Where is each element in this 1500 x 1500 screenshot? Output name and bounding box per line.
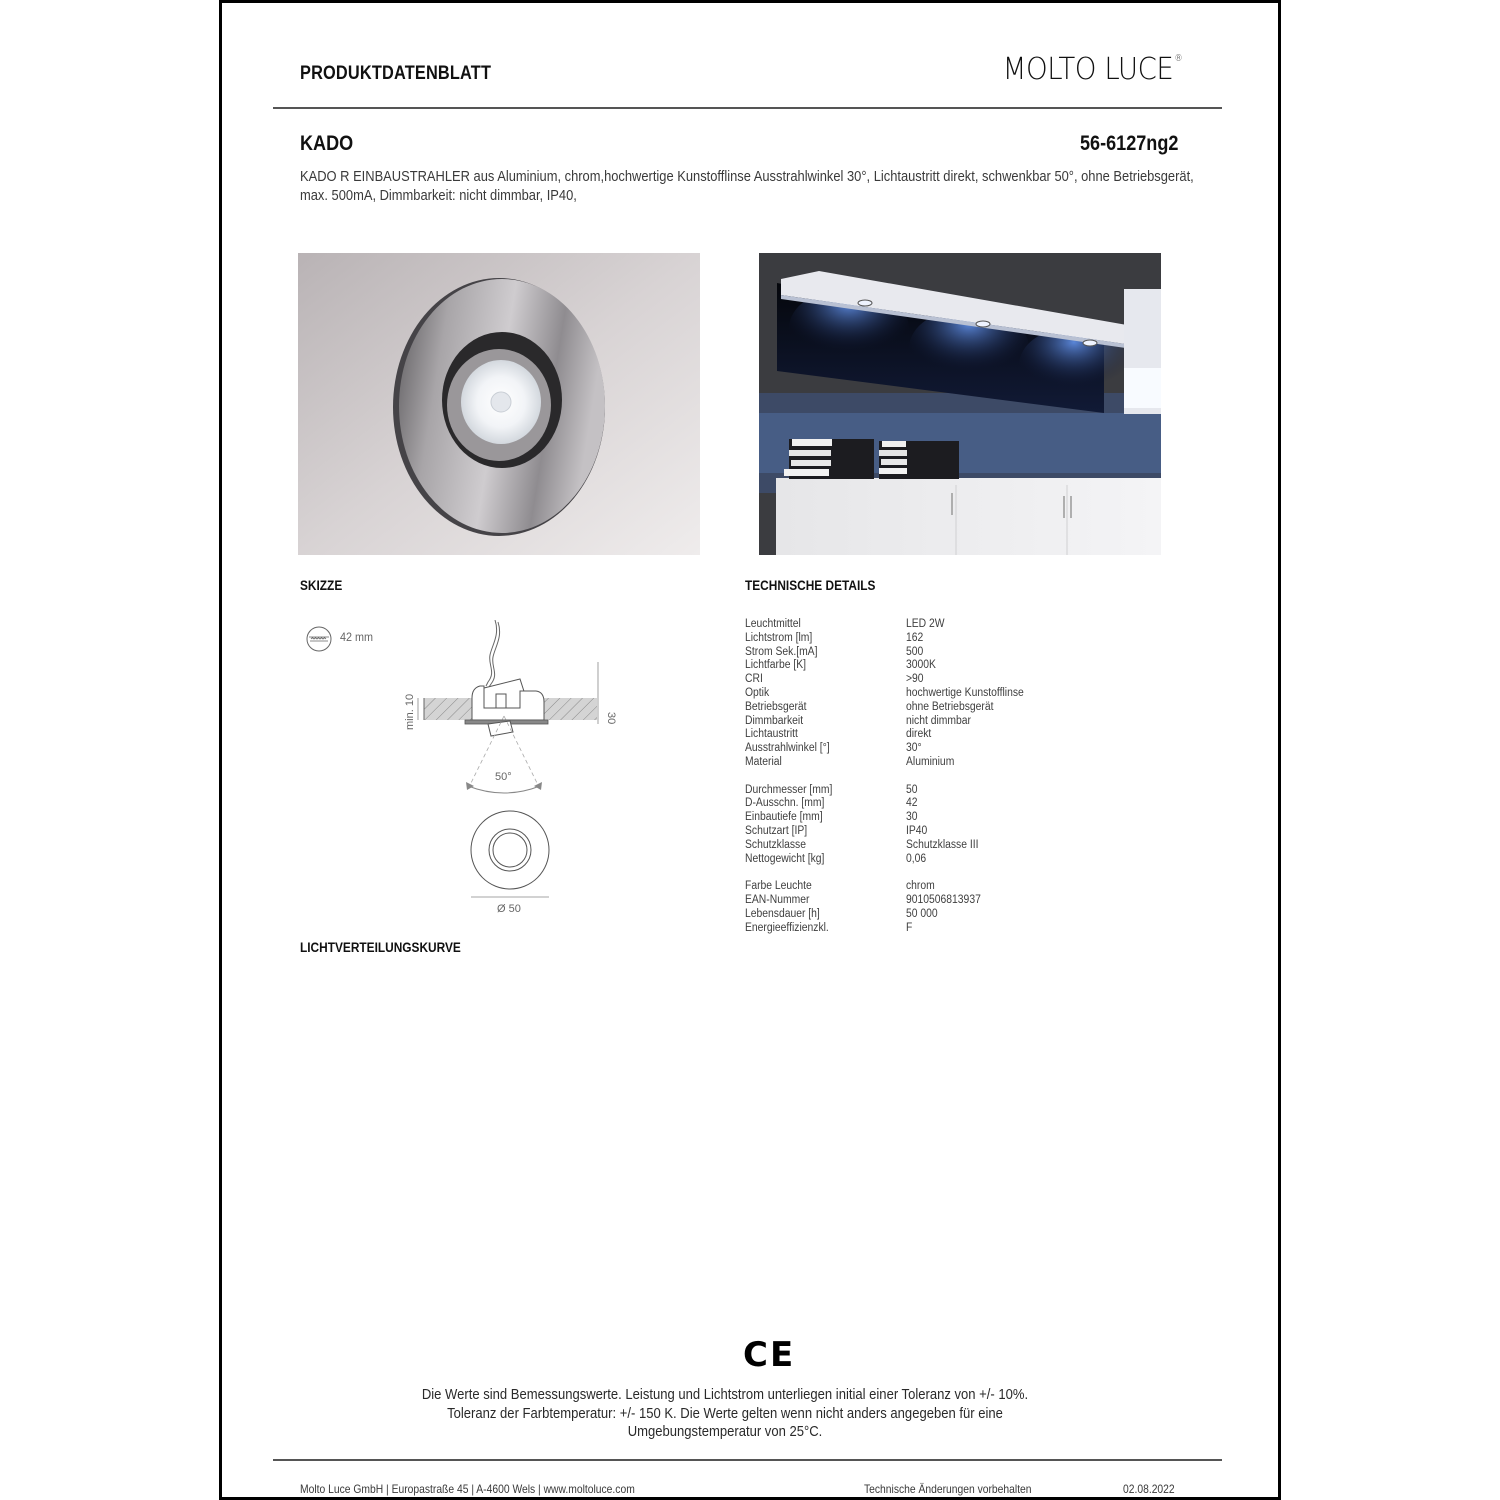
document-type-heading: PRODUKTDATENBLATT bbox=[300, 63, 492, 84]
tolerance-notice bbox=[401, 1386, 1049, 1442]
swivel-angle-label: 50° bbox=[495, 771, 512, 783]
recessed-spotlight-photo-icon bbox=[298, 253, 700, 555]
spec-row: Lichtstrom [lm] 162 bbox=[745, 631, 924, 644]
notice-line-3: Umgebungstemperatur von 25°C. bbox=[627, 1424, 823, 1440]
logo-text: MOLTO LUCE bbox=[1002, 52, 1174, 87]
light-distribution-heading: LICHTVERTEILUNGSKURVE bbox=[300, 940, 461, 955]
spec-row: Nettogewicht [kg] 0,06 bbox=[745, 852, 927, 865]
installation-drawing bbox=[400, 620, 630, 920]
sketch-heading: SKIZZE bbox=[300, 578, 343, 593]
brand-logo bbox=[1002, 52, 1182, 87]
registered-mark: ® bbox=[1174, 54, 1182, 64]
spec-row: CRI >90 bbox=[745, 673, 924, 686]
spec-row: Lichtaustritt direkt bbox=[745, 728, 932, 741]
technical-details-table bbox=[745, 618, 1165, 935]
changes-disclaimer: Technische Änderungen vorbehalten bbox=[864, 1482, 1032, 1496]
spec-row: Optik hochwertige Kunstofflinse bbox=[745, 686, 1024, 699]
product-description: KADO R EINBAUSTRAHLER aus Aluminium, chrom,hochwertige Kunstofflinse Ausstrahlwinkel 30°, Lichtaustritt direkt, schwenkbar 50°, ohne Betriebsgerät, max. 500mA, Dimmbarkeit: nicht dimmbar, IP40, bbox=[300, 169, 1194, 204]
article-number: 56-6127ng2 bbox=[1079, 132, 1178, 155]
shelf-lighting-photo-icon bbox=[759, 253, 1161, 555]
header-divider bbox=[273, 107, 1222, 109]
product-photo bbox=[298, 253, 700, 555]
spec-row: Betriebsgerät ohne Betriebsgerät bbox=[745, 700, 994, 713]
spec-row: Material Aluminium bbox=[745, 755, 955, 768]
notice-line-1: Die Werte sind Bemessungswerte. Leistung und Lichtstrom unterliegen initial einer Toleranz von +/- 10%. bbox=[421, 1387, 1029, 1403]
spec-row: Schutzklasse Schutzklasse III bbox=[745, 838, 979, 851]
install-depth-label: 30 bbox=[605, 712, 617, 725]
spec-row: Farbe Leuchte chrom bbox=[745, 880, 935, 893]
technical-details-heading: TECHNISCHE DETAILS bbox=[745, 578, 876, 593]
spec-row: Lebensdauer [h] 50 000 bbox=[745, 907, 938, 920]
spec-row: D-Ausschn. [mm] 42 bbox=[745, 797, 918, 810]
company-address: Molto Luce GmbH | Europastraße 45 | A-4600 Wels | www.moltoluce.com bbox=[300, 1482, 635, 1496]
book-stack-right bbox=[879, 441, 959, 479]
cutout-size-label: 42 mm bbox=[340, 630, 374, 644]
book-stack-left bbox=[784, 439, 874, 479]
cutout-saw-icon bbox=[306, 626, 332, 652]
spec-row: Strom Sek.[mA] 500 bbox=[745, 645, 924, 658]
product-name: KADO bbox=[300, 132, 354, 155]
spec-row: Schutzart [IP] IP40 bbox=[745, 824, 928, 837]
spec-row: Dimmbarkeit nicht dimmbar bbox=[745, 714, 971, 727]
spec-row: EAN-Nummer 9010506813937 bbox=[745, 893, 981, 906]
spec-row: Ausstrahlwinkel [°] 30° bbox=[745, 742, 922, 755]
spec-row: Lichtfarbe [K] 3000K bbox=[745, 659, 936, 672]
diameter-label: Ø 50 bbox=[497, 903, 521, 915]
technical-sketch bbox=[300, 620, 640, 920]
ce-mark-icon: CE bbox=[743, 1335, 796, 1375]
spec-group-gap bbox=[745, 770, 1165, 784]
document-date: 02.08.2022 bbox=[1123, 1482, 1175, 1496]
spec-row: Energieeffizienzkl. F bbox=[745, 921, 913, 934]
spec-row: Leuchtmittel LED 2W bbox=[745, 618, 945, 630]
footer-divider bbox=[273, 1459, 1222, 1461]
min-depth-label: min. 10 bbox=[404, 693, 416, 730]
spec-row: Einbautiefe [mm] 30 bbox=[745, 811, 918, 824]
spec-row: Durchmesser [mm] 50 bbox=[745, 783, 918, 796]
spec-group-gap bbox=[745, 866, 1165, 880]
notice-line-2: Toleranz der Farbtemperatur: +/- 150 K. Die Werte gelten wenn nicht anders angegeben für eine bbox=[447, 1405, 1003, 1422]
ambience-photo bbox=[759, 253, 1161, 555]
